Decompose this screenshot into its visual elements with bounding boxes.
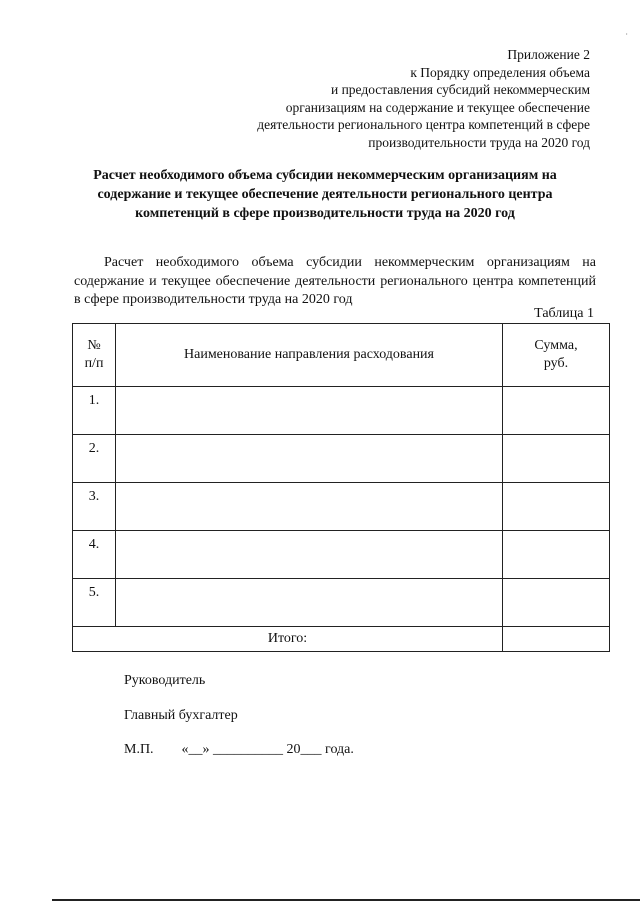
row-num: 3. <box>73 483 116 531</box>
row-name-cell[interactable] <box>116 531 503 579</box>
table-row <box>73 435 610 483</box>
total-row <box>73 627 610 652</box>
table-row <box>73 483 610 531</box>
header-num-line2: п/п <box>84 356 104 371</box>
document-title <box>60 166 590 223</box>
annex-line: Приложение 2 <box>507 47 590 62</box>
row-sum-cell[interactable] <box>503 483 610 531</box>
row-num: 4. <box>73 531 116 579</box>
row-name-cell[interactable] <box>116 387 503 435</box>
row-sum-cell[interactable] <box>503 387 610 435</box>
signature-chief-accountant: Главный бухгалтер <box>124 708 238 723</box>
title-line: компетенций в сфере производительности труда на 2020 год <box>135 206 515 221</box>
annex-line: деятельности регионального центра компетенций в сфере <box>257 117 590 132</box>
stamp-date-line: М.П. «__» __________ 20___ года. <box>124 742 354 757</box>
table-header-row <box>73 324 610 387</box>
signature-head: Руководитель <box>124 673 206 688</box>
intro-text: Расчет необходимого объема субсидии некоммерческим организациям на содержание и текущее обеспечение деятельности регионального центра компетенций в сфере производительности труда на 2020 год <box>74 255 596 307</box>
table-row <box>73 579 610 627</box>
total-value-cell[interactable] <box>503 627 610 652</box>
annex-line: производительности труда на 2020 год <box>368 134 590 150</box>
annex-header <box>170 46 590 151</box>
row-num: 5. <box>73 579 116 627</box>
row-sum-cell[interactable] <box>503 435 610 483</box>
row-num: 2. <box>73 435 116 483</box>
annex-line: организациям на содержание и текущее обеспечение <box>285 99 590 115</box>
row-num: 1. <box>73 387 116 435</box>
header-name: Наименование направления расходования <box>116 324 503 387</box>
header-sum <box>503 324 610 387</box>
row-name-cell[interactable] <box>116 483 503 531</box>
bottom-rule <box>52 899 640 901</box>
annex-line: и предоставления субсидий некоммерческим <box>330 82 590 97</box>
header-sum-line2: руб. <box>543 356 569 371</box>
intro-paragraph <box>74 254 596 310</box>
table-label: Таблица 1 <box>534 306 594 321</box>
row-name-cell[interactable] <box>116 579 503 627</box>
header-num <box>73 324 116 387</box>
row-name-cell[interactable] <box>116 435 503 483</box>
row-sum-cell[interactable] <box>503 531 610 579</box>
header-num-line1: № <box>87 338 101 353</box>
title-line: Расчет необходимого объема субсидии некоммерческим организациям на <box>93 168 557 183</box>
total-label: Итого: <box>73 627 503 652</box>
row-sum-cell[interactable] <box>503 579 610 627</box>
title-line: содержание и текущее обеспечение деятельности регионального центра <box>97 187 553 202</box>
annex-line: к Порядку определения объема <box>410 64 590 80</box>
table-row <box>73 387 610 435</box>
table-row <box>73 531 610 579</box>
corner-mark: · <box>625 30 628 39</box>
header-sum-line1: Сумма, <box>534 338 578 353</box>
expense-table <box>72 323 610 652</box>
